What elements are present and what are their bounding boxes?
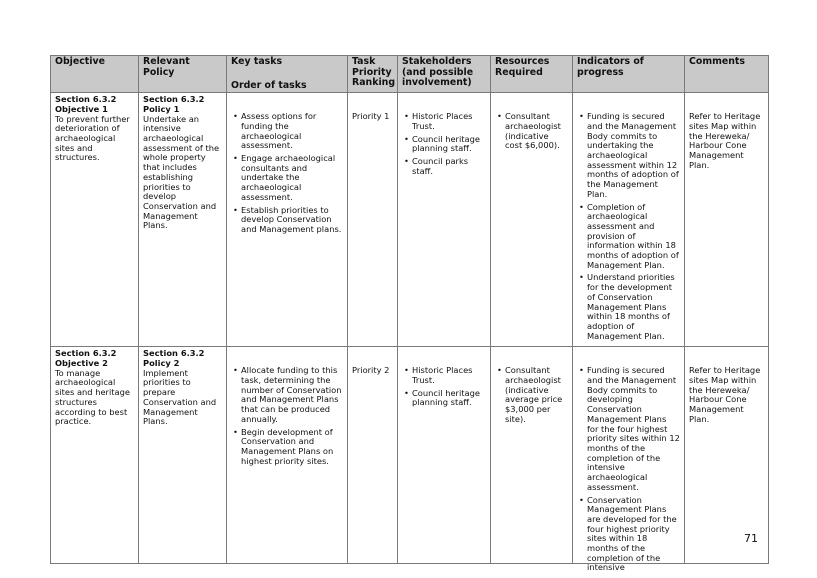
- policy-title: Section 6.3.2 Policy 1: [143, 94, 205, 114]
- indicators-list: [577, 112, 680, 341]
- header-objective: Objective: [51, 56, 139, 93]
- header-indicators: Indicators of progress: [573, 56, 685, 93]
- header-row: [51, 56, 769, 93]
- table-row: [51, 347, 769, 564]
- header-policy: Relevant Policy: [139, 56, 227, 93]
- resources-list: [495, 112, 568, 151]
- list-item: • Historic Places Trust.: [412, 112, 486, 131]
- tasks-cell: [227, 347, 348, 564]
- stakeholders-cell: [398, 93, 491, 347]
- policy-cell: [139, 347, 227, 564]
- policy-cell: [139, 93, 227, 347]
- resources-cell: [491, 347, 573, 564]
- tasks-list: [231, 112, 343, 234]
- management-plan-table: [50, 55, 769, 573]
- priority-cell: Priority 2: [348, 347, 398, 564]
- comments-cell: Refer to Heritage sites Map within the Hereweka/ Harbour Cone Management Plan.: [685, 93, 769, 347]
- indicators-cell: [573, 347, 685, 573]
- list-item: • Begin development of Conservation and Management Plans on highest priority sites.: [241, 428, 343, 467]
- objective-cell: [51, 93, 139, 347]
- list-item: • Consultant archaeologist (indicative cost $6,000).: [505, 112, 568, 151]
- resources-cell: [491, 93, 573, 347]
- policy-title: Section 6.3.2 Policy 2: [143, 348, 205, 369]
- header-tasks: [227, 56, 348, 93]
- list-item: • Consultant archaeologist (indicative average price $3,000 per site).: [505, 366, 568, 424]
- table-row: [51, 93, 769, 347]
- header-priority: Task Priority Ranking: [348, 56, 398, 93]
- objective-text: To prevent further deterioration of archaeological sites and structures.: [55, 113, 130, 163]
- list-item: • Understand priorities for the development of Conservation Management Plans within 18 months of adoption of Management Plan.: [587, 273, 680, 341]
- resources-list: [495, 366, 568, 424]
- list-item: • Assess options for funding the archaeological assessment.: [241, 112, 343, 151]
- comments-cell: Refer to Heritage sites Map within the Hereweka/ Harbour Cone Management Plan.: [685, 347, 769, 564]
- indicators-cell: [573, 93, 685, 347]
- list-item: • Establish priorities to develop Conservation and Management plans.: [241, 206, 343, 235]
- tasks-cell: [227, 93, 348, 347]
- stakeholders-list: [402, 112, 486, 176]
- page-number: 71: [744, 532, 758, 545]
- indicators-list: [577, 366, 680, 573]
- list-item: • Council parks staff.: [412, 157, 486, 176]
- priority-cell: Priority 1: [348, 93, 398, 347]
- policy-text: Undertake an intensive archaeological assessment of the whole property that includes establishing priorities to develop Conservation and Management Plans.: [143, 113, 220, 231]
- header-tasks-label: Key tasks: [231, 56, 283, 67]
- header-resources: Resources Required: [491, 56, 573, 93]
- objective-text: To manage archaeological sites and heritage structures according to best practice.: [55, 367, 130, 427]
- header-tasks-sub: Order of tasks: [231, 79, 307, 91]
- indicators-clip: [577, 365, 680, 573]
- list-item: • Funding is secured and the Management Body commits to undertaking the archaeological assessment within 12 months of adoption of the Management Plan.: [587, 112, 680, 199]
- list-item: • Engage archaeological consultants and undertake the archaeological assessment.: [241, 154, 343, 203]
- list-item: • Funding is secured and the Management Body commits to developing Conservation Management Plans for the four highest priority sites within 12 months of the completion of the intensive archaeological assessment.: [587, 366, 680, 492]
- stakeholders-cell: [398, 347, 491, 564]
- header-stakeholders: Stakeholders (and possible involvement): [398, 56, 491, 93]
- header-comments: Comments: [685, 56, 769, 93]
- list-item: • Council heritage planning staff.: [412, 135, 486, 154]
- list-item: • Allocate funding to this task, determining the number of Conservation and Management Plans that can be produced annually.: [241, 366, 343, 424]
- objective-title: Section 6.3.2 Objective 1: [55, 94, 117, 114]
- list-item: • Historic Places Trust.: [412, 366, 486, 385]
- objective-cell: [51, 347, 139, 564]
- list-item: • Conservation Management Plans are developed for the four highest priority sites within 18 months of the completion of the intensive: [587, 496, 680, 574]
- stakeholders-list: [402, 366, 486, 408]
- list-item: • Council heritage planning staff.: [412, 389, 486, 408]
- objective-title: Section 6.3.2 Objective 2: [55, 348, 117, 369]
- policy-text: Implement priorities to prepare Conservation and Management Plans.: [143, 367, 217, 427]
- tasks-list: [231, 366, 343, 466]
- list-item: • Completion of archaeological assessment and provision of information within 18 months of adoption of Management Plan.: [587, 203, 680, 271]
